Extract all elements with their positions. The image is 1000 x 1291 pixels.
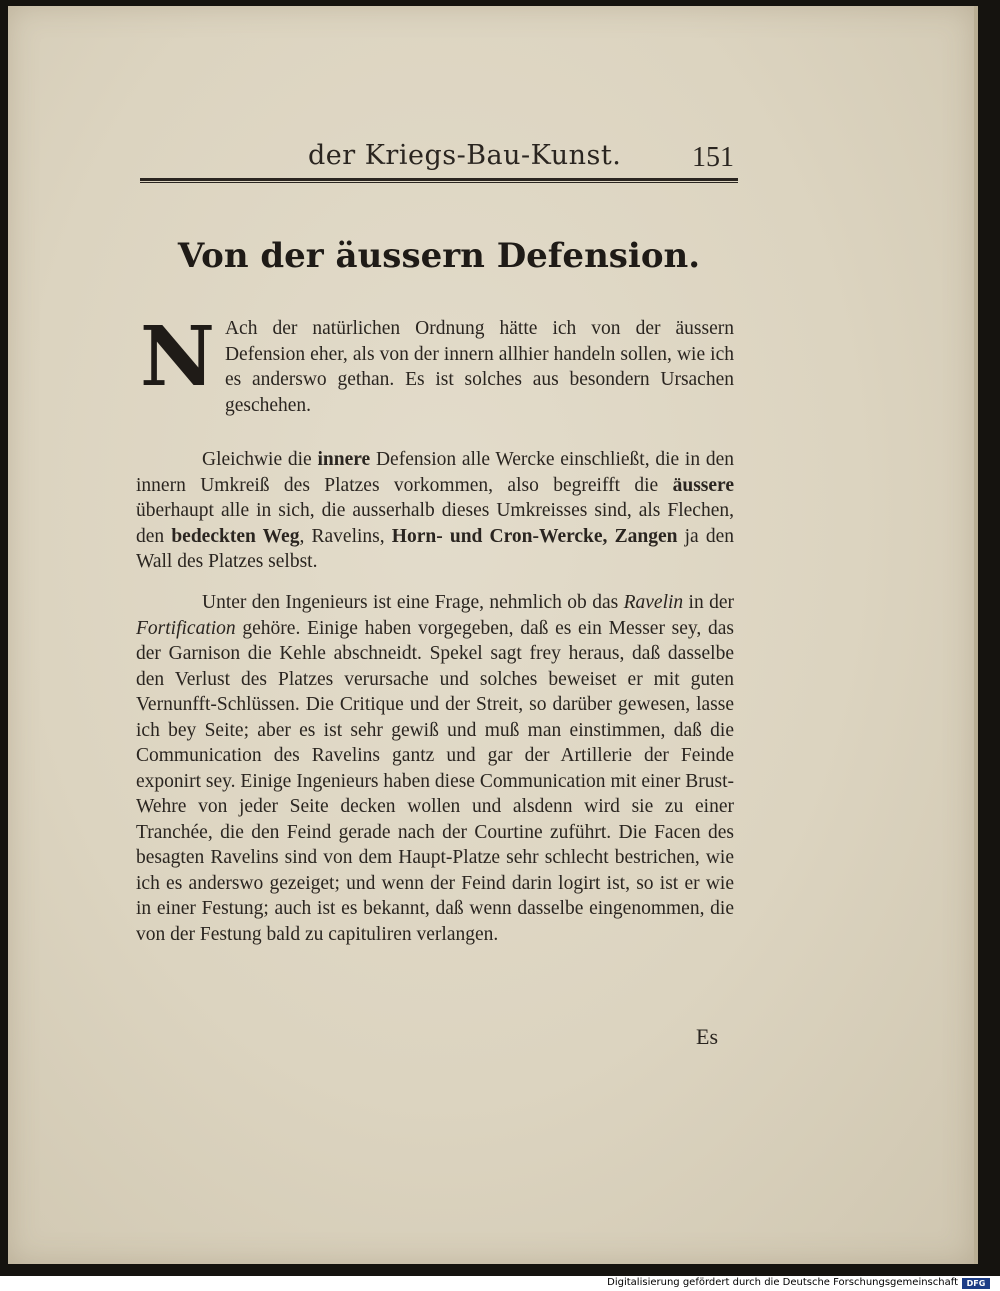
p2-emph-aeussere: äussere [672, 474, 734, 496]
p2-emph-weg: bedeckten Weg [171, 525, 300, 547]
header-rule [140, 178, 738, 181]
p2-emph-wercke: Horn- und Cron-Wercke, Zangen [391, 525, 678, 547]
p2-emph-innere: innere [317, 449, 371, 470]
paragraph-1-text: Ach der natürlichen Ordnung hätte ich von der äussern Defension eher, als von der innern allhier handeln sollen, wie ich es anderswo gethan. Es ist solches aus besondern Ursachen geschehen. [224, 318, 734, 416]
p3-part: in der [683, 592, 734, 613]
p2-part: , Ravelins, [299, 525, 392, 547]
footer-bar [0, 1276, 1000, 1291]
p2-part: Defension alle Wercke einschließt, die in den innern Umkreiß des Platzes vorkommen, also begreifft die [136, 449, 735, 496]
paragraph-1 [136, 309, 734, 418]
page-edge [974, 6, 978, 1264]
p3-fortification: Fortification [136, 617, 236, 639]
footer-credit: Digitalisierung gefördert durch die Deutsche Forschungsgemeinschaft [607, 1277, 958, 1288]
dfg-logo: DFG [962, 1278, 990, 1289]
p3-part: gehöre. Einige haben vorgegeben, daß es ein Messer sey, das der Garnison die Kehle abschneidt. Spekel sagt frey heraus, daß dasselbe den Verlust des Platzes verursache und solches beweiset er mit guten Vernunfft-Schlüssen. Die Critique und der Streit, so darüber gewesen, lasse ich bey Seite; aber es ist sehr gewiß und muß man einstimmen, daß die Communication des Ravelins gantz und gar der Artillerie der Feinde exponirt sey. Einige Ingenieurs haben diese Communication mit einer Brust-Wehre von jeder Seite decken wollen und alsdenn wird sie zu einer Tranchée, die den Feind gerade nach der Courtine zuführt. Die Facen des besagten Ravelins sind von dem Haupt-Platze sehr schlecht bestrichen, wie ich es anderswo gezeiget; und wenn der Feind darin logirt ist, so ist er wie in einer Festung; auch ist es bekannt, daß wenn dasselbe eingenommen, die von der Festung bald zu capituliren verlangen. [136, 617, 734, 945]
drop-cap: N [140, 309, 215, 405]
page-number: 151 [692, 142, 734, 173]
catchword: Es [696, 1024, 718, 1049]
p3-part: Unter den Ingenieurs ist eine Frage, nehmlich ob das [202, 592, 624, 613]
p2-part: überhaupt alle in sich, die ausserhalb dieses Umkreisses sind, als Flechen, den [136, 500, 734, 547]
header-rule-thin [140, 182, 738, 183]
section-title: Von der äussern Defension. [177, 236, 701, 276]
p2-part: Gleichwie die [202, 449, 318, 470]
p3-ravelin: Ravelin [623, 592, 684, 613]
paragraph-3 [136, 590, 734, 947]
running-head: der Kriegs-Bau-Kunst. [308, 140, 622, 171]
p2-part: ja den Wall des Platzes selbst. [136, 525, 735, 572]
paragraph-2 [136, 447, 734, 575]
page-header [140, 138, 738, 182]
